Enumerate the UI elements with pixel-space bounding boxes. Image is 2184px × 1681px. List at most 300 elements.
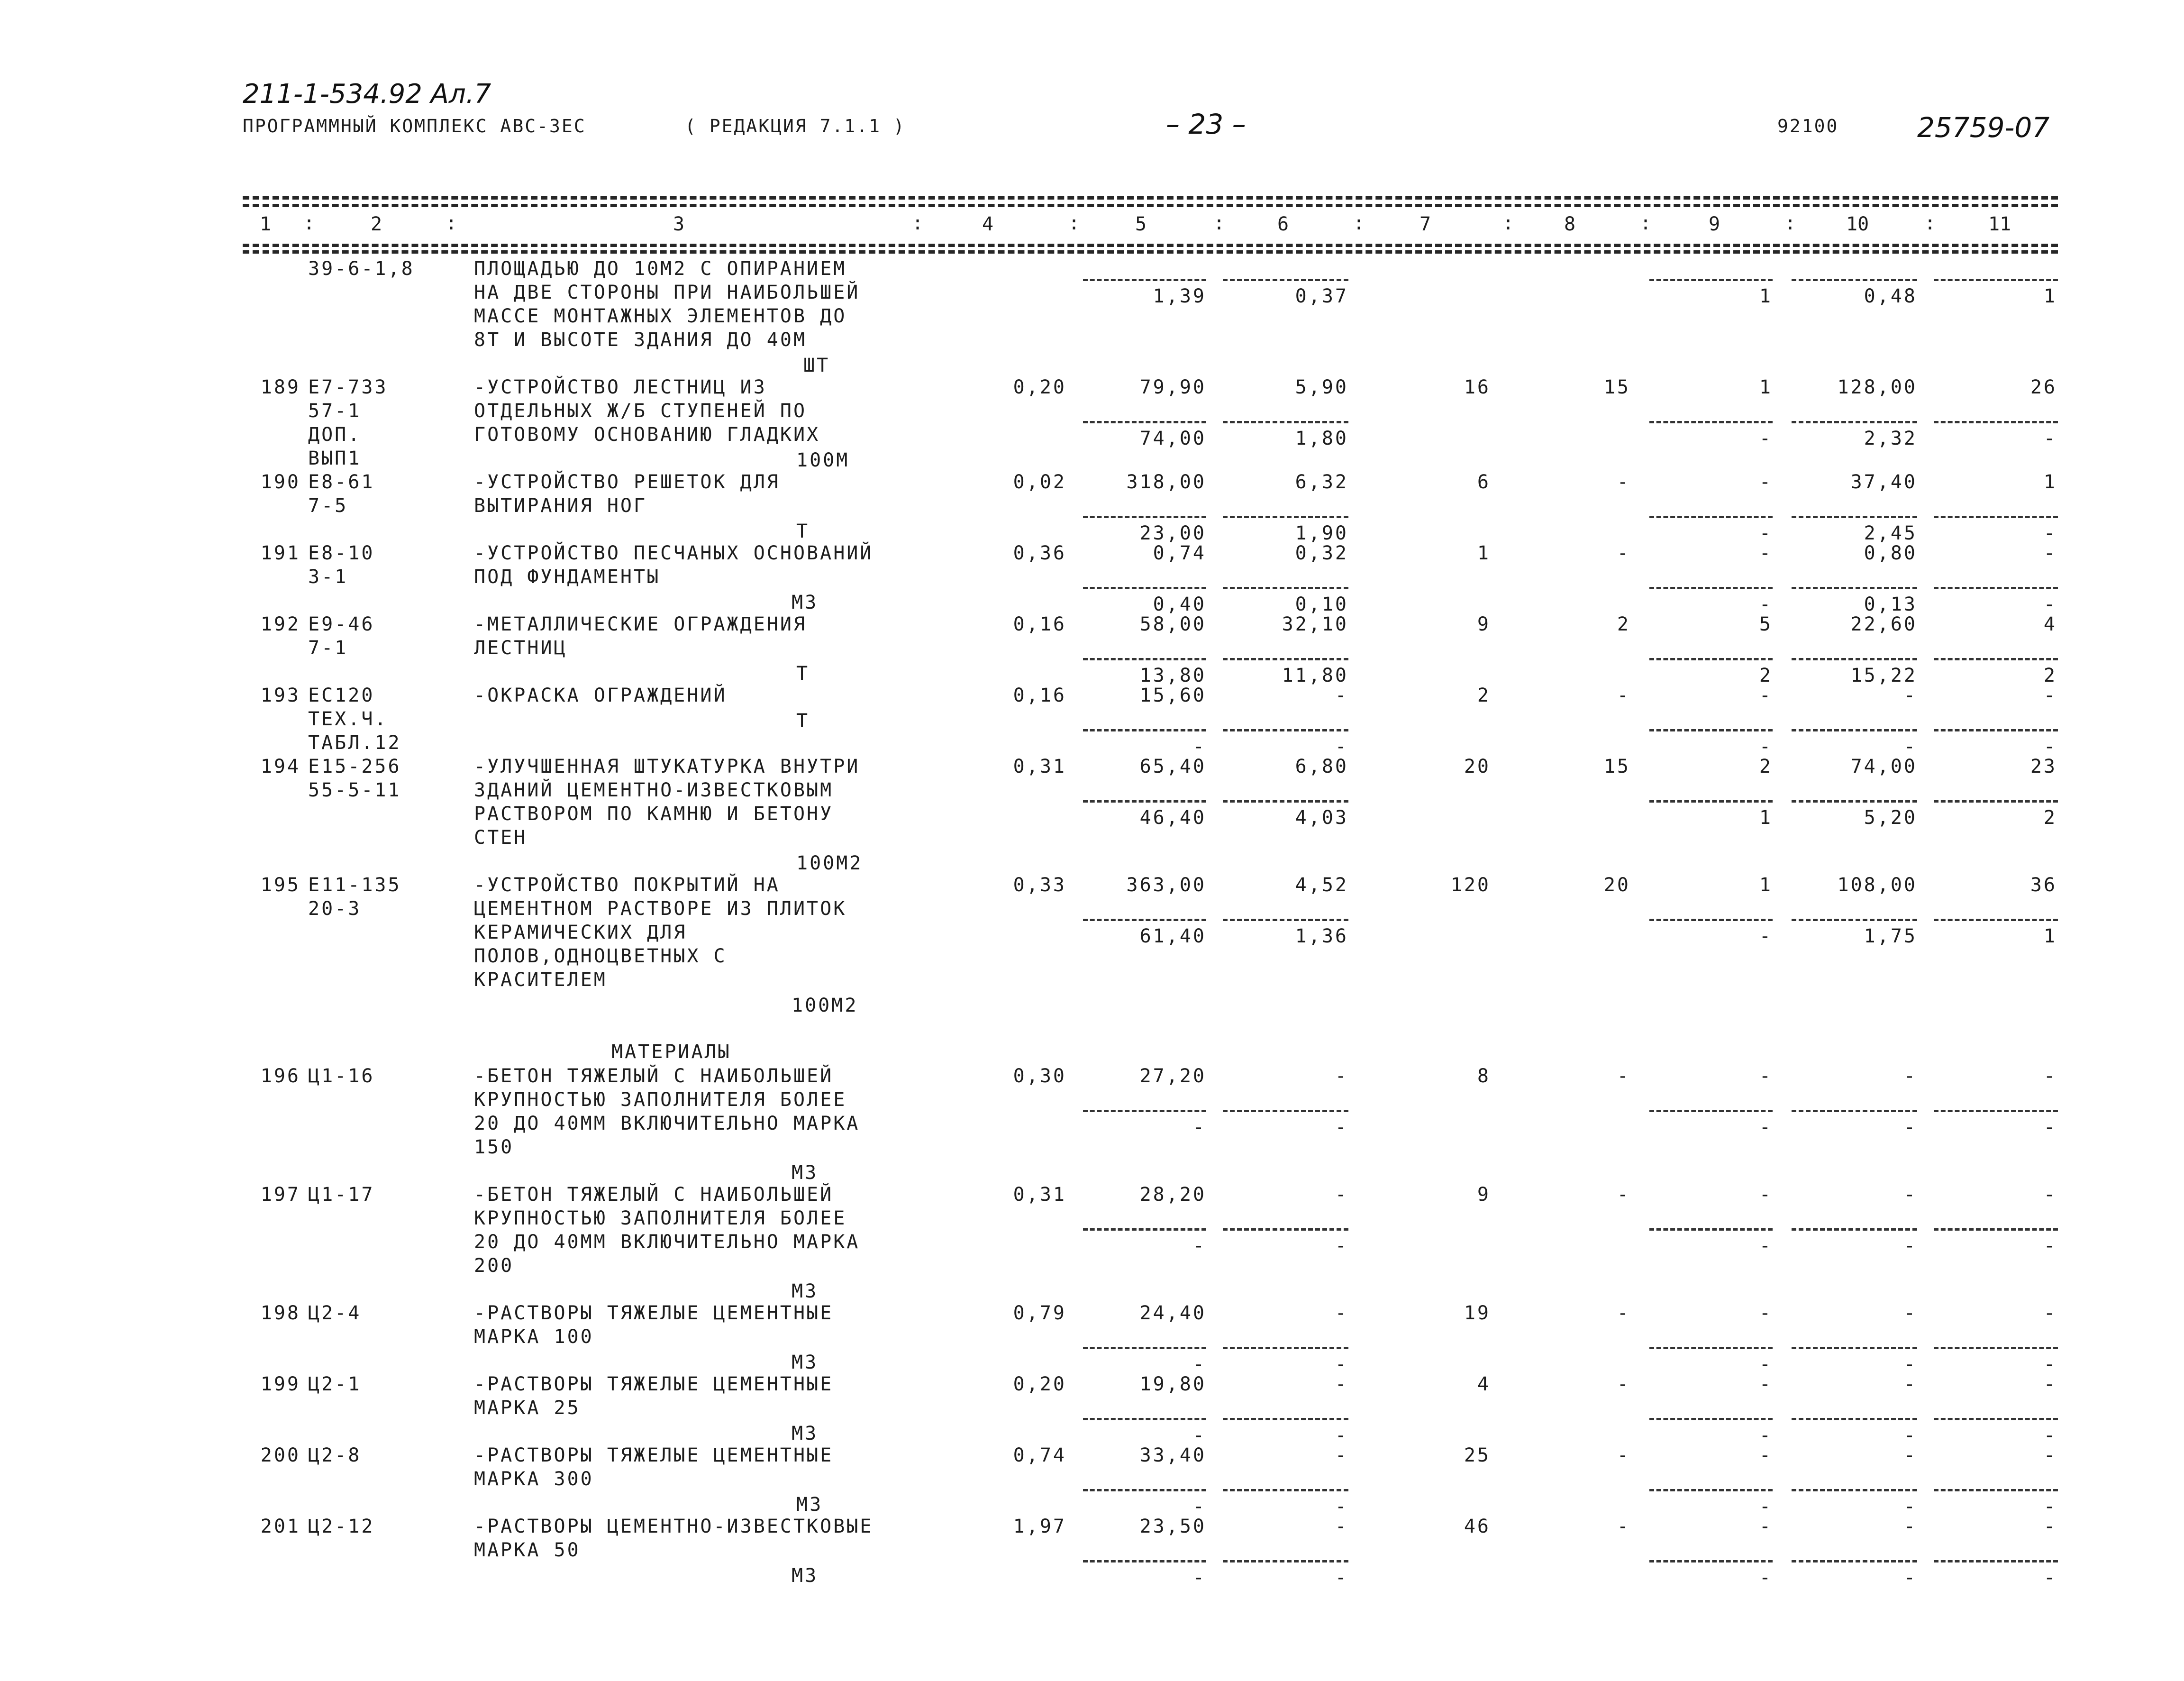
value-c7: 46	[1464, 1516, 1491, 1537]
value-c8: -	[1617, 1516, 1630, 1537]
value-c9b: -	[1759, 522, 1773, 544]
value-c8: -	[1617, 542, 1630, 564]
value-c5b: 74,00	[1139, 428, 1206, 449]
value-c9a: 5	[1759, 613, 1773, 635]
row-number: 198	[260, 1302, 300, 1324]
subtotal-divider	[1083, 1489, 1206, 1491]
subtotal-divider	[1649, 1228, 1773, 1231]
value-c10b: -	[1903, 1116, 1917, 1138]
value-c5a: 0,74	[1153, 542, 1206, 564]
column-header-10: 10	[1846, 213, 1869, 235]
value-c5b: 61,40	[1139, 925, 1206, 947]
value-c7: 20	[1464, 756, 1491, 777]
subtotal-divider	[1223, 587, 1348, 589]
value-c6a: 6,32	[1295, 471, 1348, 493]
row-number: 189	[260, 376, 300, 398]
subtotal-divider	[1083, 1347, 1206, 1349]
value-c8: -	[1617, 1373, 1630, 1395]
value-c5b: 0,40	[1153, 594, 1206, 615]
value-c9a: -	[1759, 1184, 1773, 1206]
column-separator: :	[1068, 212, 1080, 234]
value-c9b: 2	[1759, 665, 1773, 686]
value-c6b: 4,03	[1295, 807, 1348, 829]
norm-code: 39-6-1,8	[308, 258, 415, 280]
unit-of-measure: 100М2	[796, 852, 863, 874]
value-c7: 8	[1477, 1065, 1491, 1087]
subtotal-divider	[1649, 919, 1773, 921]
subtotal-divider	[1792, 800, 1917, 803]
subtotal-divider	[1649, 1560, 1773, 1562]
value-c6b: -	[1335, 1116, 1348, 1138]
value-c7: 16	[1464, 376, 1491, 398]
value-c8: -	[1617, 1302, 1630, 1324]
value-c5b: -	[1192, 1496, 1206, 1517]
value-c11b: 1	[2043, 925, 2057, 947]
value-c5b: -	[1192, 1567, 1206, 1589]
subtotal-divider	[1792, 1347, 1917, 1349]
value-c9b: -	[1759, 1235, 1773, 1257]
subtotal-divider	[1649, 421, 1773, 423]
row-number: 200	[260, 1444, 300, 1466]
value-c6b: 1,36	[1295, 925, 1348, 947]
subtotal-divider	[1934, 919, 2058, 921]
value-c6a: -	[1335, 1184, 1348, 1206]
value-c6a: 4,52	[1295, 874, 1348, 896]
subtotal-divider	[1083, 516, 1206, 518]
program-title: ПРОГРАММНЫЙ КОМПЛЕКС АВС-3ЕС	[243, 116, 586, 137]
subtotal-divider	[1083, 658, 1206, 660]
value-c5b: -	[1192, 1235, 1206, 1257]
unit-of-measure: М3	[792, 592, 819, 613]
subtotal-divider	[1083, 729, 1206, 731]
norm-code: Е8-61 7-5	[308, 471, 375, 517]
value-c5a: 79,90	[1139, 376, 1206, 398]
value-c9b: 1	[1759, 285, 1773, 307]
subtotal-divider	[1934, 279, 2058, 281]
value-c4: 0,16	[1013, 685, 1066, 706]
unit-of-measure: М3	[792, 1352, 819, 1373]
subtotal-divider	[1792, 279, 1917, 281]
table-header-border	[243, 244, 2058, 247]
row-number: 191	[260, 542, 300, 564]
norm-code: Ц2-4	[308, 1302, 362, 1324]
value-c9a: -	[1759, 685, 1773, 706]
subtotal-divider	[1934, 1418, 2058, 1420]
subtotal-divider	[1649, 587, 1773, 589]
value-c4: 0,30	[1013, 1065, 1066, 1087]
table-top-border	[243, 196, 2058, 200]
value-c7: 9	[1477, 613, 1491, 635]
subtotal-divider	[1934, 658, 2058, 660]
column-header-4: 4	[982, 213, 994, 235]
subtotal-divider	[1934, 729, 2058, 731]
value-c11b: 2	[2043, 807, 2057, 829]
norm-code: Ц1-16	[308, 1065, 375, 1087]
value-c7: 9	[1477, 1184, 1491, 1206]
column-separator: :	[303, 212, 315, 234]
subtotal-divider	[1649, 729, 1773, 731]
value-c10a: 0,80	[1864, 542, 1917, 564]
row-number: 190	[260, 471, 300, 493]
value-c9a: 1	[1759, 376, 1773, 398]
work-description: -УСТРОЙСТВО РЕШЕТОК ДЛЯ ВЫТИРАНИЯ НОГ	[474, 471, 780, 517]
value-c9a: -	[1759, 471, 1773, 493]
value-c5a: 58,00	[1139, 613, 1206, 635]
unit-of-measure: М3	[796, 1494, 823, 1516]
value-c4: 0,79	[1013, 1302, 1066, 1324]
value-c8: -	[1617, 471, 1630, 493]
value-c11b: -	[2043, 1496, 2057, 1517]
value-c6a: 32,10	[1282, 613, 1348, 635]
subtotal-divider	[1223, 919, 1348, 921]
value-c7: 4	[1477, 1373, 1491, 1395]
subtotal-divider	[1083, 279, 1206, 281]
value-c5a: 28,20	[1139, 1184, 1206, 1206]
value-c8: 2	[1617, 613, 1630, 635]
value-c5b: 23,00	[1139, 522, 1206, 544]
norm-code: Е8-10 3-1	[308, 542, 375, 588]
unit-of-measure: М3	[792, 1280, 819, 1302]
value-c9b: -	[1759, 1567, 1773, 1589]
value-c8: 15	[1603, 376, 1630, 398]
value-c6a: -	[1335, 1065, 1348, 1087]
value-c6b: -	[1335, 1567, 1348, 1589]
value-c5a: 363,00	[1126, 874, 1206, 896]
value-c9b: -	[1759, 1116, 1773, 1138]
unit-of-measure: 100М	[796, 449, 850, 471]
value-c11a: -	[2043, 1444, 2057, 1466]
subtotal-divider	[1083, 421, 1206, 423]
value-c11b: -	[2043, 1235, 2057, 1257]
row-number: 197	[260, 1184, 300, 1206]
subtotal-divider	[1792, 1110, 1917, 1112]
row-number: 193	[260, 685, 300, 706]
value-c5a: 15,60	[1139, 685, 1206, 706]
value-c10b: 5,20	[1864, 807, 1917, 829]
work-description: -БЕТОН ТЯЖЕЛЫЙ С НАИБОЛЬШЕЙ КРУПНОСТЬЮ ЗАПОЛНИТЕЛЯ БОЛЕЕ 20 ДО 40ММ ВКЛЮЧИТЕЛЬНО МАРКА 200	[474, 1184, 860, 1277]
value-c10b: -	[1903, 736, 1917, 758]
column-separator: :	[446, 212, 457, 234]
value-c11b: -	[2043, 1425, 2057, 1446]
subtotal-divider	[1223, 279, 1348, 281]
column-separator: :	[1353, 212, 1365, 234]
value-c10a: -	[1903, 1373, 1917, 1395]
subtotal-divider	[1649, 279, 1773, 281]
value-c11b: -	[2043, 1116, 2057, 1138]
value-c11b: -	[2043, 522, 2057, 544]
value-c10b: -	[1903, 1496, 1917, 1517]
value-c11b: 2	[2043, 665, 2057, 686]
value-c6a: -	[1335, 1444, 1348, 1466]
column-separator: :	[1784, 212, 1796, 234]
edition-label: ( РЕДАКЦИЯ 7.1.1 )	[685, 116, 906, 137]
subtotal-divider	[1083, 1228, 1206, 1231]
subtotal-divider	[1792, 1228, 1917, 1231]
work-description: -УЛУЧШЕННАЯ ШТУКАТУРКА ВНУТРИ ЗДАНИЙ ЦЕМЕНТНО-ИЗВЕСТКОВЫМ РАСТВОРОМ ПО КАМНЮ И БЕТОНУ СТЕН	[474, 756, 860, 849]
value-c7: 120	[1450, 874, 1491, 896]
column-header-5: 5	[1135, 213, 1147, 235]
value-c6b: 0,37	[1295, 285, 1348, 307]
value-c11a: 4	[2043, 613, 2057, 635]
value-c4: 0,20	[1013, 376, 1066, 398]
value-c10b: -	[1903, 1425, 1917, 1446]
value-c9b: -	[1759, 1496, 1773, 1517]
value-c9a: 2	[1759, 756, 1773, 777]
value-c10b: 0,48	[1864, 285, 1917, 307]
value-c6a: 6,80	[1295, 756, 1348, 777]
value-c6a: 5,90	[1295, 376, 1348, 398]
subtotal-divider	[1083, 800, 1206, 803]
value-c5a: 318,00	[1126, 471, 1206, 493]
subtotal-divider	[1083, 1110, 1206, 1112]
row-number: 192	[260, 613, 300, 635]
norm-code: Е9-46 7-1	[308, 613, 375, 659]
value-c6a: -	[1335, 1302, 1348, 1324]
value-c6b: -	[1335, 1425, 1348, 1446]
value-c9a: -	[1759, 1444, 1773, 1466]
unit-of-measure: Т	[796, 710, 810, 732]
value-c6a: -	[1335, 1373, 1348, 1395]
value-c11a: -	[2043, 1373, 2057, 1395]
value-c6b: -	[1335, 1235, 1348, 1257]
value-c6b: -	[1335, 736, 1348, 758]
value-c4: 0,16	[1013, 613, 1066, 635]
value-c5a: 33,40	[1139, 1444, 1206, 1466]
subtotal-divider	[1792, 658, 1917, 660]
value-c4: 0,31	[1013, 1184, 1066, 1206]
value-c11a: -	[2043, 542, 2057, 564]
norm-code: ЕС120 ТЕХ.Ч. ТАБЛ.12	[308, 685, 401, 754]
norm-code: Ц2-8	[308, 1444, 362, 1466]
value-c11b: -	[2043, 428, 2057, 449]
work-description: -БЕТОН ТЯЖЕЛЫЙ С НАИБОЛЬШЕЙ КРУПНОСТЬЮ ЗАПОЛНИТЕЛЯ БОЛЕЕ 20 ДО 40ММ ВКЛЮЧИТЕЛЬНО МАРКА 150	[474, 1065, 860, 1158]
unit-of-measure: М3	[792, 1565, 819, 1587]
subtotal-divider	[1223, 1418, 1348, 1420]
value-c5b: -	[1192, 736, 1206, 758]
value-c10a: -	[1903, 1444, 1917, 1466]
subtotal-divider	[1083, 919, 1206, 921]
value-c9b: -	[1759, 925, 1773, 947]
value-c11b: -	[2043, 594, 2057, 615]
subtotal-divider	[1934, 1560, 2058, 1562]
subtotal-divider	[1223, 800, 1348, 803]
value-c9b: -	[1759, 1425, 1773, 1446]
value-c11a: -	[2043, 685, 2057, 706]
subtotal-divider	[1223, 421, 1348, 423]
work-description: -ОКРАСКА ОГРАЖДЕНИЙ	[474, 685, 727, 706]
value-c8: 15	[1603, 756, 1630, 777]
subtotal-divider	[1223, 658, 1348, 660]
work-description: -РАСТВОРЫ ТЯЖЕЛЫЕ ЦЕМЕНТНЫЕ МАРКА 100	[474, 1302, 834, 1348]
unit-of-measure: Т	[796, 663, 810, 685]
value-c9b: -	[1759, 736, 1773, 758]
value-c8: -	[1617, 1065, 1630, 1087]
subtotal-divider	[1649, 800, 1773, 803]
work-description: ПЛОЩАДЬЮ ДО 10М2 С ОПИРАНИЕМ НА ДВЕ СТОРОНЫ ПРИ НАИБОЛЬШЕЙ МАССЕ МОНТАЖНЫХ ЭЛЕМЕНТОВ ДО 8Т И ВЫСОТЕ ЗДАНИЯ ДО 40М	[474, 258, 860, 351]
norm-code: Ц2-12	[308, 1516, 375, 1537]
value-c10a: -	[1903, 1302, 1917, 1324]
section-title: МАТЕРИАЛЫ	[611, 1041, 731, 1063]
value-c6b: 0,10	[1295, 594, 1348, 615]
column-header-11: 11	[1988, 213, 2011, 235]
column-separator: :	[1924, 212, 1936, 234]
subtotal-divider	[1223, 1228, 1348, 1231]
column-separator: :	[912, 212, 924, 234]
value-c4: 0,02	[1013, 471, 1066, 493]
value-c8: -	[1617, 1184, 1630, 1206]
table-header-border-2	[243, 250, 2058, 254]
row-number: 201	[260, 1516, 300, 1537]
row-number: 194	[260, 756, 300, 777]
value-c10b: 1,75	[1864, 925, 1917, 947]
value-c11a: -	[2043, 1516, 2057, 1537]
value-c11a: 26	[2030, 376, 2057, 398]
column-header-6: 6	[1277, 213, 1289, 235]
value-c7: 25	[1464, 1444, 1491, 1466]
work-description: -РАСТВОРЫ ЦЕМЕНТНО-ИЗВЕСТКОВЫЕ МАРКА 50	[474, 1516, 874, 1561]
subtotal-divider	[1649, 1489, 1773, 1491]
doc-code: 92100	[1777, 116, 1839, 137]
page-number: – 23 –	[1166, 108, 1246, 140]
value-c8: -	[1617, 1444, 1630, 1466]
row-number: 199	[260, 1373, 300, 1395]
value-c10a: -	[1903, 685, 1917, 706]
value-c5a: 65,40	[1139, 756, 1206, 777]
value-c11b: 1	[2043, 285, 2057, 307]
subtotal-divider	[1083, 587, 1206, 589]
subtotal-divider	[1223, 1110, 1348, 1112]
value-c10a: 128,00	[1837, 376, 1917, 398]
subtotal-divider	[1223, 1347, 1348, 1349]
subtotal-divider	[1649, 1347, 1773, 1349]
value-c5b: -	[1192, 1353, 1206, 1375]
subtotal-divider	[1934, 587, 2058, 589]
value-c4: 0,20	[1013, 1373, 1066, 1395]
value-c10b: -	[1903, 1567, 1917, 1589]
work-description: -УСТРОЙСТВО ПОКРЫТИЙ НА ЦЕМЕНТНОМ РАСТВОРЕ ИЗ ПЛИТОК КЕРАМИЧЕСКИХ ДЛЯ ПОЛОВ,ОДНОЦВЕТНЫХ С КРАСИТЕЛЕМ	[474, 874, 847, 991]
value-c10a: 37,40	[1850, 471, 1917, 493]
value-c8: 20	[1603, 874, 1630, 896]
value-c11a: -	[2043, 1302, 2057, 1324]
column-header-1: 1	[260, 213, 272, 235]
subtotal-divider	[1934, 1110, 2058, 1112]
value-c6b: 1,90	[1295, 522, 1348, 544]
column-header-9: 9	[1709, 213, 1720, 235]
value-c7: 2	[1477, 685, 1491, 706]
subtotal-divider	[1792, 1418, 1917, 1420]
value-c11a: -	[2043, 1065, 2057, 1087]
value-c9b: -	[1759, 594, 1773, 615]
value-c10b: 15,22	[1850, 665, 1917, 686]
value-c5b: 13,80	[1139, 665, 1206, 686]
value-c6b: 1,80	[1295, 428, 1348, 449]
value-c10a: 22,60	[1850, 613, 1917, 635]
value-c10b: 2,32	[1864, 428, 1917, 449]
value-c4: 0,36	[1013, 542, 1066, 564]
column-header-3: 3	[673, 213, 685, 235]
value-c10b: 0,13	[1864, 594, 1917, 615]
subtotal-divider	[1649, 1110, 1773, 1112]
subtotal-divider	[1934, 800, 2058, 803]
subtotal-divider	[1934, 516, 2058, 518]
subtotal-divider	[1934, 1489, 2058, 1491]
value-c7: 19	[1464, 1302, 1491, 1324]
value-c6b: 11,80	[1282, 665, 1348, 686]
value-c5a: 24,40	[1139, 1302, 1206, 1324]
value-c6a: -	[1335, 1516, 1348, 1537]
value-c11b: -	[2043, 1567, 2057, 1589]
value-c5a: 19,80	[1139, 1373, 1206, 1395]
value-c4: 0,74	[1013, 1444, 1066, 1466]
value-c11a: 36	[2030, 874, 2057, 896]
value-c11a: -	[2043, 1184, 2057, 1206]
value-c7: 1	[1477, 542, 1491, 564]
work-description: -РАСТВОРЫ ТЯЖЕЛЫЕ ЦЕМЕНТНЫЕ МАРКА 300	[474, 1444, 834, 1490]
subtotal-divider	[1649, 658, 1773, 660]
subtotal-divider	[1934, 1347, 2058, 1349]
work-description: -УСТРОЙСТВО ЛЕСТНИЦ ИЗ ОТДЕЛЬНЫХ Ж/Б СТУПЕНЕЙ ПО ГОТОВОМУ ОСНОВАНИЮ ГЛАДКИХ	[474, 376, 820, 446]
subtotal-divider	[1223, 516, 1348, 518]
value-c7: 6	[1477, 471, 1491, 493]
value-c11b: -	[2043, 1353, 2057, 1375]
value-c11a: 23	[2030, 756, 2057, 777]
value-c9a: -	[1759, 1302, 1773, 1324]
column-separator: :	[1213, 212, 1225, 234]
value-c4: 1,97	[1013, 1516, 1066, 1537]
unit-of-measure: ШТ	[803, 355, 830, 376]
subtotal-divider	[1792, 516, 1917, 518]
value-c9b: -	[1759, 1353, 1773, 1375]
value-c9a: -	[1759, 542, 1773, 564]
value-c9a: -	[1759, 1373, 1773, 1395]
value-c9a: -	[1759, 1065, 1773, 1087]
unit-of-measure: Т	[796, 521, 810, 542]
value-c9a: 1	[1759, 874, 1773, 896]
norm-code: Е15-256 55-5-11	[308, 756, 401, 801]
value-c10a: 74,00	[1850, 756, 1917, 777]
subtotal-divider	[1792, 1560, 1917, 1562]
value-c10a: -	[1903, 1184, 1917, 1206]
unit-of-measure: М3	[792, 1162, 819, 1184]
subtotal-divider	[1649, 516, 1773, 518]
subtotal-divider	[1223, 1560, 1348, 1562]
value-c9a: -	[1759, 1516, 1773, 1537]
value-c10a: 108,00	[1837, 874, 1917, 896]
column-separator: :	[1502, 212, 1514, 234]
subtotal-divider	[1792, 1489, 1917, 1491]
norm-code: Ц1-17	[308, 1184, 375, 1206]
norm-code: Е7-733 57-1 ДОП. ВЫП1	[308, 376, 388, 469]
value-c5a: 23,50	[1139, 1516, 1206, 1537]
column-header-8: 8	[1564, 213, 1576, 235]
subtotal-divider	[1223, 1489, 1348, 1491]
value-c10b: -	[1903, 1353, 1917, 1375]
subtotal-divider	[1934, 421, 2058, 423]
subtotal-divider	[1083, 1560, 1206, 1562]
norm-code: Ц2-1	[308, 1373, 362, 1395]
column-separator: :	[1640, 212, 1652, 234]
handwritten-sheet-number: 25759-07	[1917, 111, 2050, 144]
value-c8: -	[1617, 685, 1630, 706]
value-c5b: -	[1192, 1116, 1206, 1138]
value-c4: 0,33	[1013, 874, 1066, 896]
row-number: 196	[260, 1065, 300, 1087]
value-c11a: 1	[2043, 471, 2057, 493]
value-c6b: -	[1335, 1496, 1348, 1517]
value-c5a: 27,20	[1139, 1065, 1206, 1087]
value-c10a: -	[1903, 1516, 1917, 1537]
subtotal-divider	[1934, 1228, 2058, 1231]
